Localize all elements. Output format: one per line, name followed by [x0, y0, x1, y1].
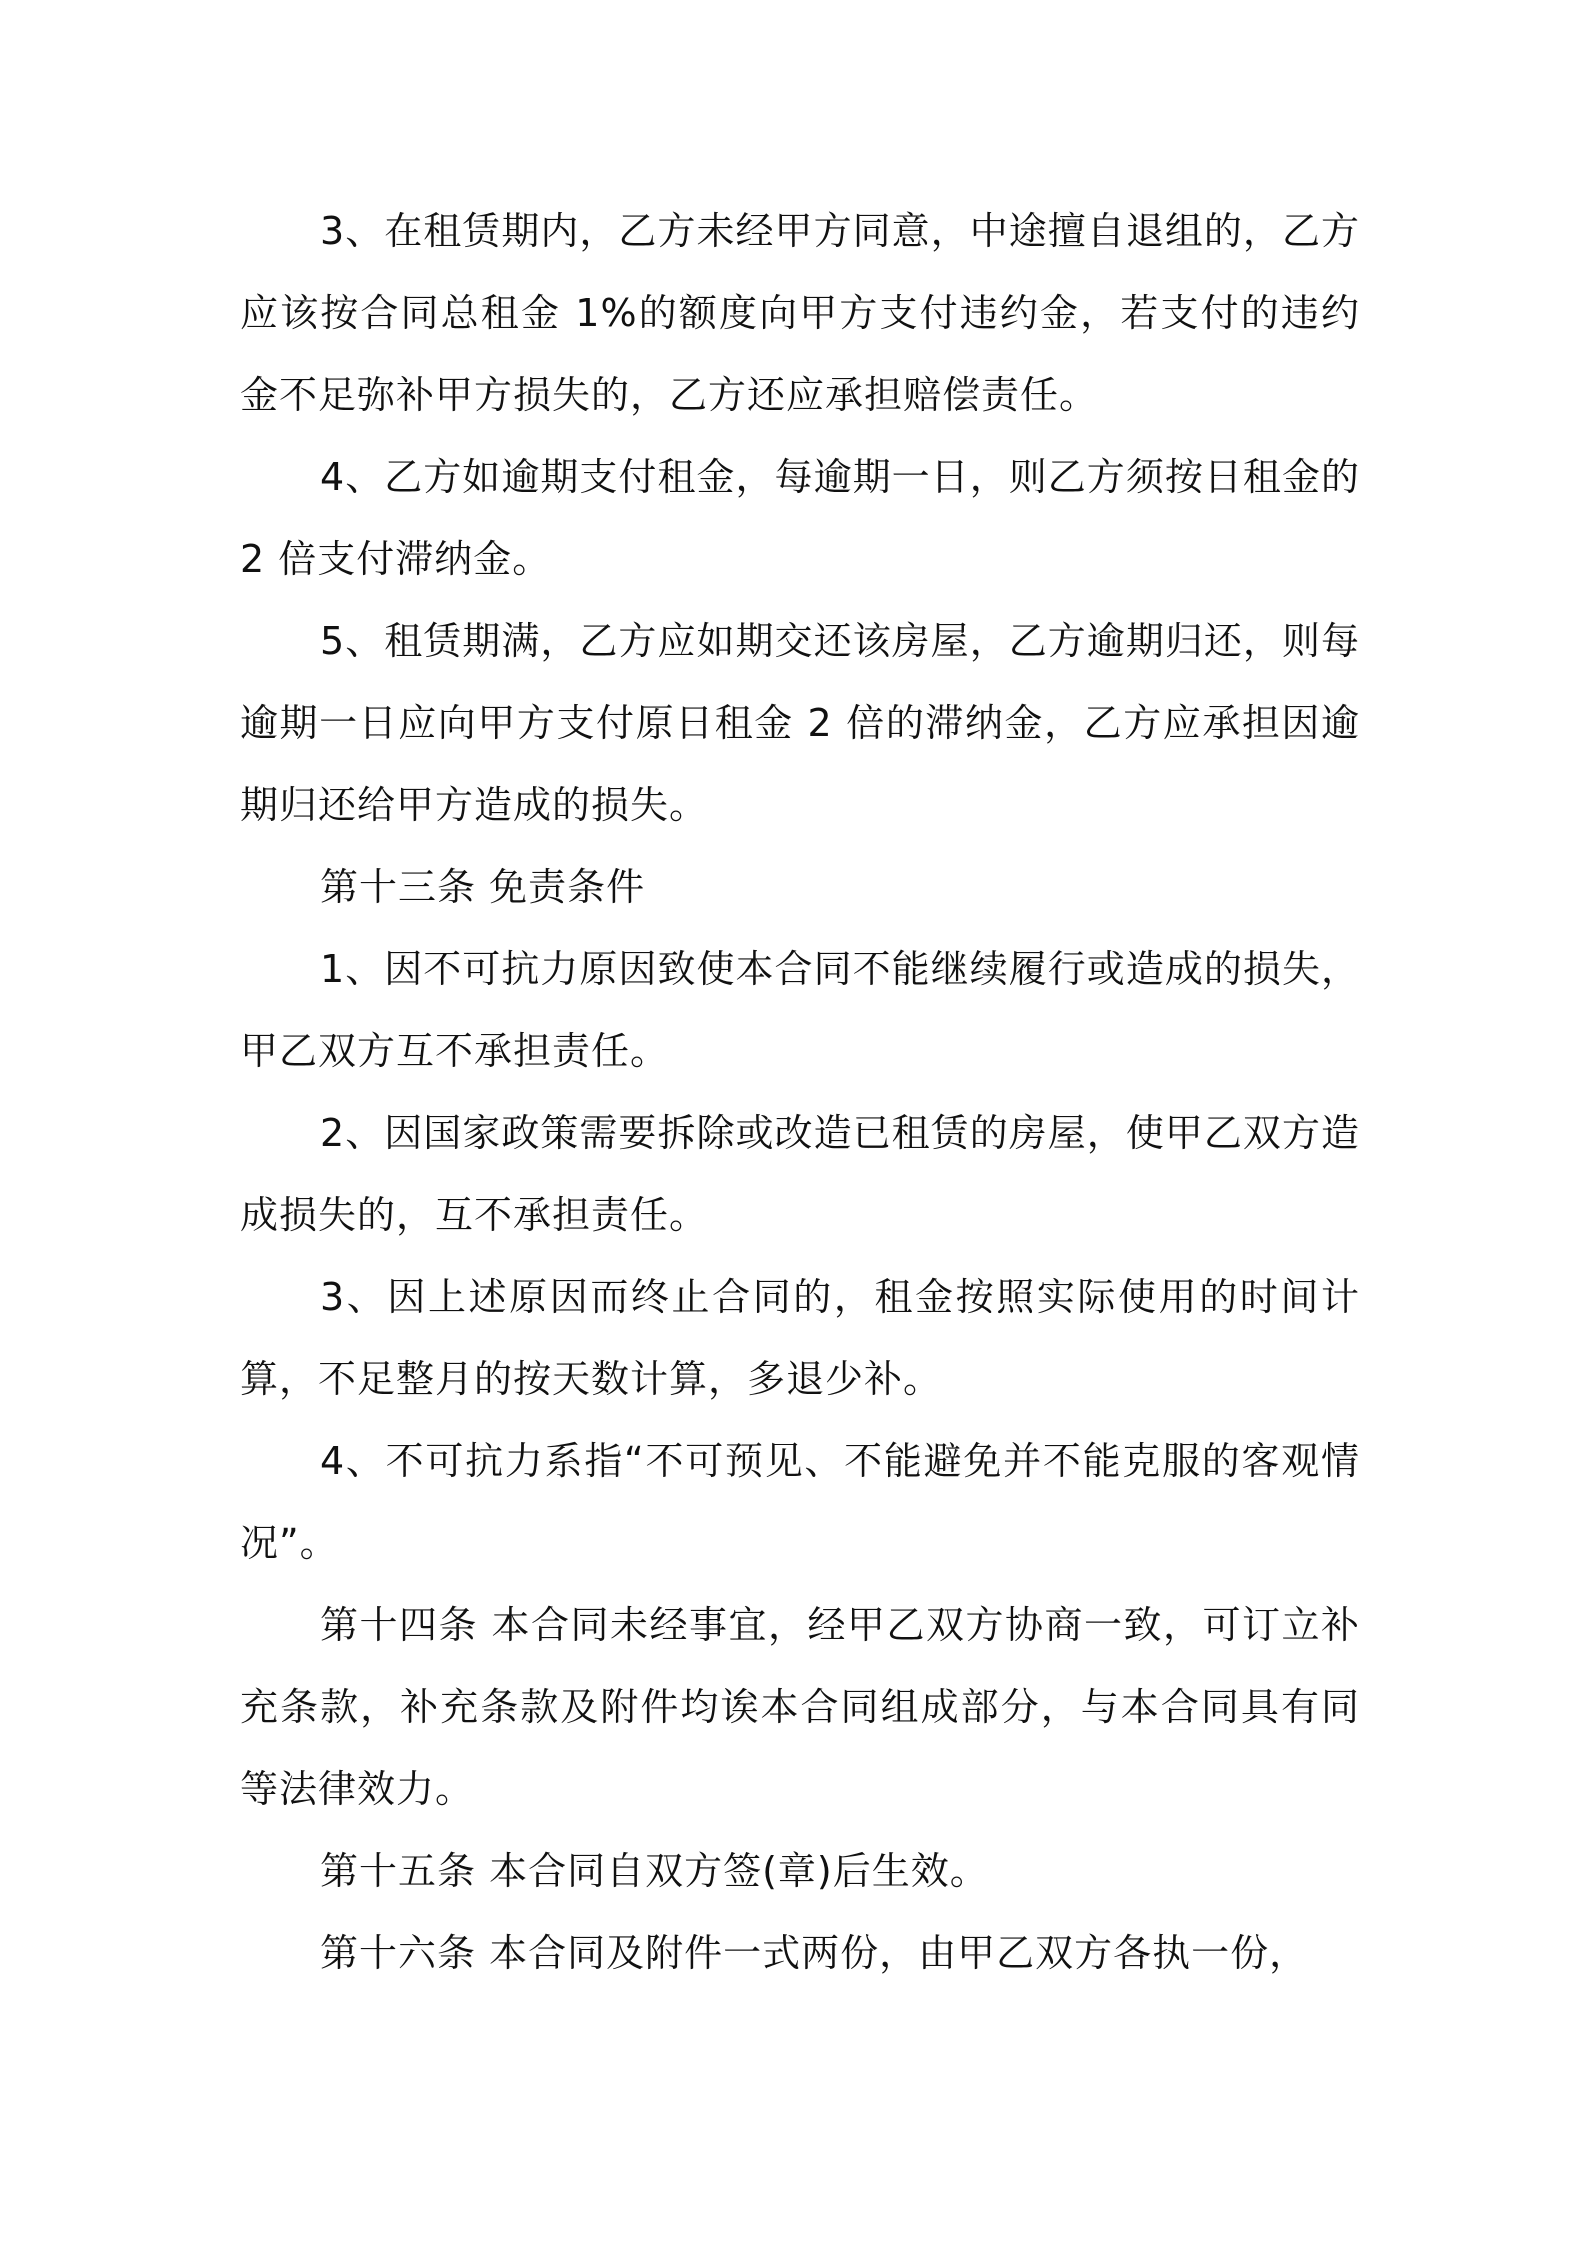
document-body: [240, 190, 1360, 1994]
clause-13-item-3: 3、因上述原因而终止合同的，租金按照实际使用的时间计算，不足整月的按天数计算，多退少补。: [240, 1275, 1360, 1401]
clause-12-item-4: 4、乙方如逾期支付租金，每逾期一日，则乙方须按日租金的 2 倍支付滞纳金。: [240, 455, 1360, 581]
clause-12-item-5: 5、租赁期满，乙方应如期交还该房屋，乙方逾期归还，则每逾期一日应向甲方支付原日租金 2 倍的滞纳金，乙方应承担因逾期归还给甲方造成的损失。: [240, 619, 1360, 827]
clause-13-item-4: 4、不可抗力系指“不可预见、不能避免并不能克服的客观情况”。: [240, 1439, 1360, 1565]
clause-13-heading: 第十三条 免责条件: [320, 865, 646, 909]
clause-13-item-2: 2、因国家政策需要拆除或改造已租赁的房屋，使甲乙双方造成损失的，互不承担责任。: [240, 1111, 1360, 1237]
clause-15: 第十五条 本合同自双方签(章)后生效。: [320, 1849, 989, 1893]
clause-13-item-1: 1、因不可抗力原因致使本合同不能继续履行或造成的损失，甲乙双方互不承担责任。: [240, 947, 1360, 1073]
clause-16: 第十六条 本合同及附件一式两份，由甲乙双方各执一份，: [320, 1931, 1309, 1975]
clause-12-item-3: 3、在租赁期内，乙方未经甲方同意，中途擅自退组的，乙方应该按合同总租金 1%的额度向甲方支付违约金，若支付的违约金不足弥补甲方损失的，乙方还应承担赔偿责任。: [240, 209, 1360, 417]
clause-14: 第十四条 本合同未经事宜，经甲乙双方协商一致，可订立补充条款，补充条款及附件均诶本合同组成部分，与本合同具有同等法律效力。: [240, 1603, 1360, 1811]
